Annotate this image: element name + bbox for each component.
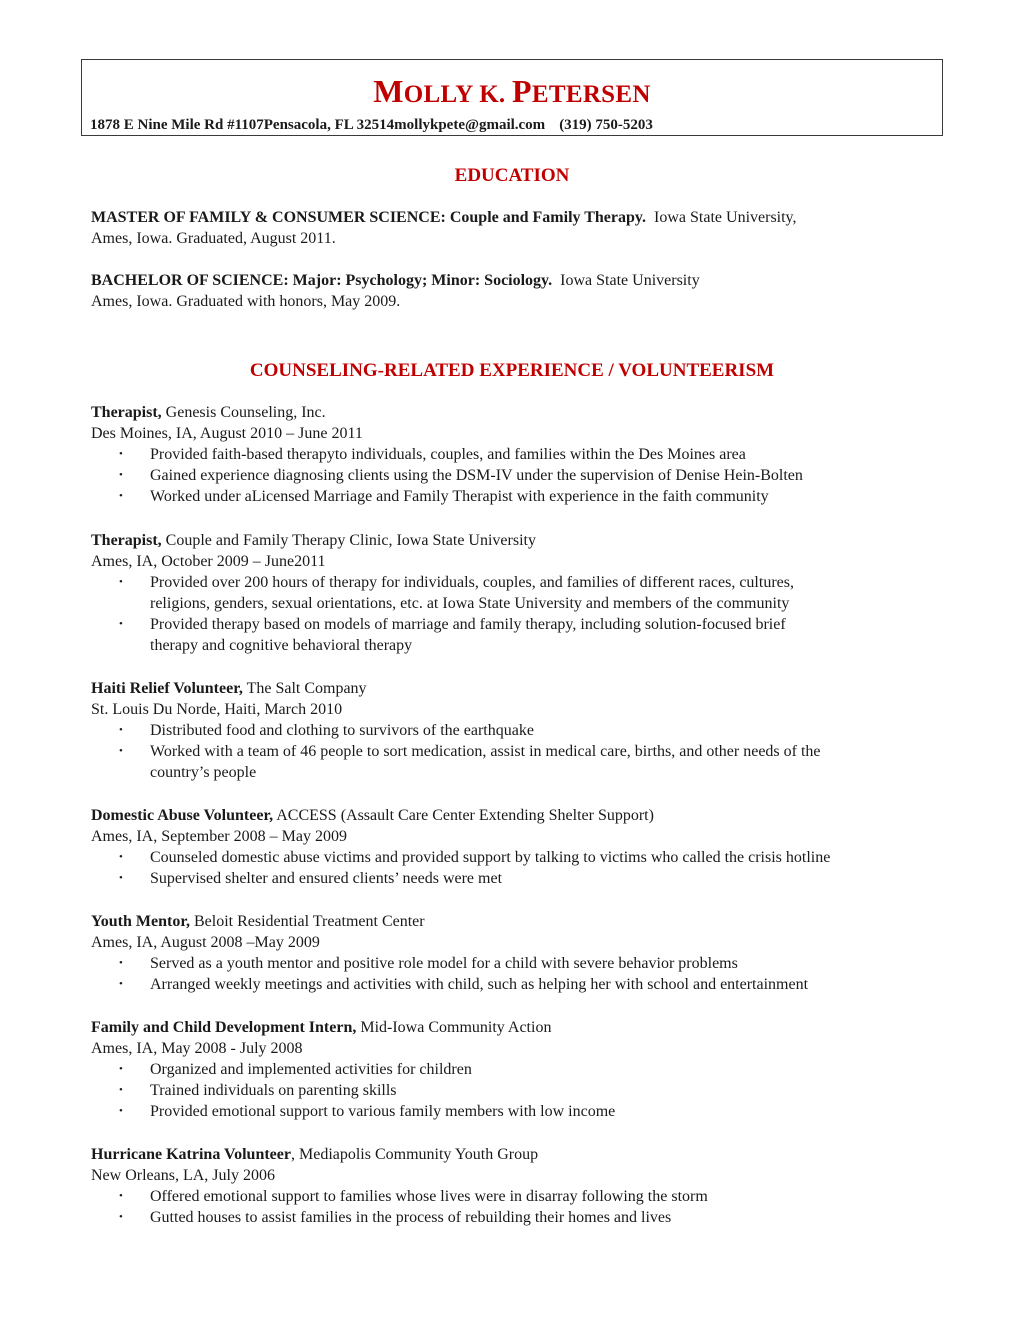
phone-number: (319) 750-5203 (559, 117, 653, 133)
list-item: • Distributed food and clothing to survivors of the earthquake (119, 722, 534, 739)
job-location-date: Ames, IA, May 2008 - July 2008 (91, 1040, 303, 1057)
bullet-icon: • (119, 448, 123, 460)
job-org: ACCESS (Assault Care Center Extending Shelter Support) (276, 807, 654, 824)
job-org: Genesis Counseling, Inc. (165, 404, 326, 421)
list-item: • Offered emotional support to families whose lives were in disarray following the storm (119, 1188, 708, 1205)
job-entry (91, 678, 951, 783)
degree-detail: Ames, Iowa. Graduated with honors, May 2009. (91, 293, 401, 310)
job-role: Therapist, (91, 404, 162, 421)
list-item: • Gained experience diagnosing clients using the DSM-IV under the supervision of Denise Hein-Bolten (119, 467, 803, 484)
job-role: Youth Mentor, (91, 913, 190, 930)
bullet-icon: • (119, 618, 123, 630)
bullet-icon: • (119, 872, 123, 884)
list-item: • Organized and implemented activities for children (119, 1061, 472, 1078)
bullet-icon: • (119, 490, 123, 502)
bullet-icon: • (119, 745, 123, 757)
bullet-icon: • (119, 851, 123, 863)
job-bullets (91, 444, 951, 507)
list-item: • Served as a youth mentor and positive role model for a child with severe behavior problems (119, 955, 738, 972)
list-item: • Worked under aLicensed Marriage and Family Therapist with experience in the faith community (119, 488, 769, 505)
list-item: • Gutted houses to assist families in the process of rebuilding their homes and lives (119, 1209, 672, 1226)
bullet-icon: • (119, 978, 123, 990)
list-item: • Provided therapy based on models of marriage and family therapy, including solution-focused brief therapy and cognitive behavioral therapy (119, 616, 786, 654)
education-entry (91, 207, 951, 249)
job-bullets (91, 720, 951, 783)
list-item: • Arranged weekly meetings and activities with child, such as helping her with school and entertainment (119, 976, 809, 993)
job-bullets (91, 572, 951, 656)
bullet-icon: • (119, 1190, 123, 1202)
candidate-name: MOLLY K. PETERSEN (373, 73, 651, 109)
bullet-icon: • (119, 1084, 123, 1096)
degree-detail: Ames, Iowa. Graduated, August 2011. (91, 230, 336, 247)
list-item: • Supervised shelter and ensured clients’ needs were met (119, 870, 503, 887)
list-item: • Counseled domestic abuse victims and provided support by talking to victims who called the crisis hotline (119, 849, 831, 866)
list-item: • Trained individuals on parenting skills (119, 1082, 397, 1099)
header-box (81, 59, 943, 136)
contact-line (90, 116, 653, 134)
job-location-date: St. Louis Du Norde, Haiti, March 2010 (91, 701, 343, 718)
job-location-date: New Orleans, LA, July 2006 (91, 1167, 275, 1184)
job-entry (91, 1144, 951, 1228)
job-org: Couple and Family Therapy Clinic, Iowa State University (165, 532, 536, 549)
bullet-icon: • (119, 957, 123, 969)
job-location-date: Ames, IA, October 2009 – June2011 (91, 553, 326, 570)
job-entry (91, 911, 951, 995)
degree: BACHELOR OF SCIENCE: Major: Psychology; Minor: Sociology. (91, 272, 553, 289)
job-org: , Mediapolis Community Youth Group (290, 1146, 539, 1163)
job-role: Family and Child Development Intern, (91, 1019, 357, 1036)
bullet-icon: • (119, 724, 123, 736)
school: Iowa State University (560, 272, 700, 289)
bullet-icon: • (119, 1211, 123, 1223)
education-heading: EDUCATION (454, 165, 570, 186)
job-bullets (91, 847, 951, 889)
job-bullets (91, 1059, 951, 1122)
experience-heading: COUNSELING-RELATED EXPERIENCE / VOLUNTEERISM (249, 360, 775, 381)
job-entry (91, 805, 951, 889)
job-role: Domestic Abuse Volunteer, (91, 807, 274, 824)
job-org: The Salt Company (246, 680, 367, 697)
job-role: Haiti Relief Volunteer, (91, 680, 243, 697)
job-role: Therapist, (91, 532, 162, 549)
degree: MASTER OF FAMILY & CONSUMER SCIENCE: Couple and Family Therapy. (91, 209, 647, 226)
job-role: Hurricane Katrina Volunteer (91, 1146, 291, 1163)
job-entry (91, 530, 951, 656)
school: Iowa State University, (654, 209, 797, 226)
bullet-icon: • (119, 1105, 123, 1117)
bullet-icon: • (119, 576, 123, 588)
job-location-date: Ames, IA, August 2008 –May 2009 (91, 934, 320, 951)
job-location-date: Des Moines, IA, August 2010 – June 2011 (91, 425, 363, 442)
job-org: Mid-Iowa Community Action (360, 1019, 552, 1036)
list-item: • Provided faith-based therapyto individuals, couples, and families within the Des Moines area (119, 446, 746, 463)
job-bullets (91, 953, 951, 995)
job-entry (91, 1017, 951, 1122)
address-email: 1878 E Nine Mile Rd #1107Pensacola, FL 32514mollykpete@gmail.com (90, 117, 546, 133)
list-item: • Worked with a team of 46 people to sort medication, assist in medical care, births, and other needs of the country’s people (119, 743, 821, 781)
bullet-icon: • (119, 1063, 123, 1075)
job-org: Beloit Residential Treatment Center (193, 913, 425, 930)
job-entry (91, 402, 951, 507)
education-entry (91, 270, 951, 312)
job-location-date: Ames, IA, September 2008 – May 2009 (91, 828, 347, 845)
bullet-icon: • (119, 469, 123, 481)
job-bullets (91, 1186, 951, 1228)
list-item: • Provided over 200 hours of therapy for individuals, couples, and families of different races, cultures, religions, genders, sexual orientations, etc. at Iowa State University and members of the community (119, 574, 794, 612)
list-item: • Provided emotional support to various family members with low income (119, 1103, 616, 1120)
